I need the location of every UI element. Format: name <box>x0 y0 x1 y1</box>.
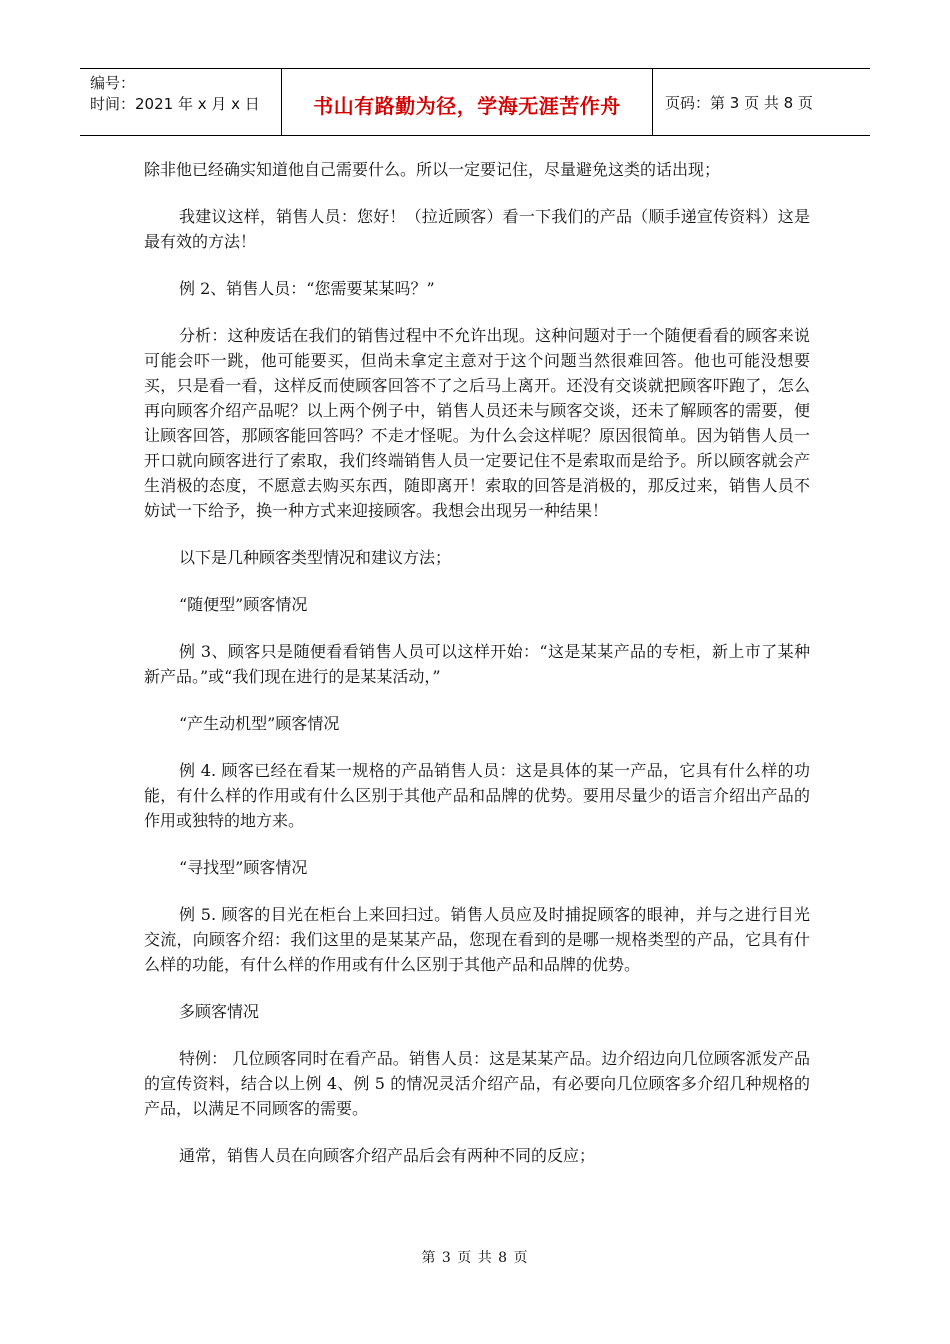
section-heading: “随便型”顾客情况 <box>179 595 308 614</box>
section-heading: “寻找型”顾客情况 <box>179 858 308 877</box>
paragraph: 我建议这样，销售人员：您好！（拉近顾客）看一下我们的产品（顺手递宣传资料）这是最有效的方法！ <box>144 207 810 251</box>
document-body <box>144 157 810 1190</box>
paragraph: 例 4. 顾客已经在看某一规格的产品销售人员：这是具体的某一产品，它具有什么样的功能，有什么样的作用或有什么区别于其他产品和品牌的优势。要用尽量少的语言介绍出产品的作用或独特的地方来。 <box>144 761 810 830</box>
page-header <box>80 68 870 136</box>
header-page-info: 页码：第 3 页 共 8 页 <box>665 93 813 112</box>
paragraph: 例 2、销售人员：“您需要某某吗？” <box>179 279 435 298</box>
paragraph: 分析：这种废话在我们的销售过程中不允许出现。这种问题对于一个随便看看的顾客来说可能会吓一跳，他可能要买，但尚未拿定主意对于这个问题当然很难回答。他也可能没想要买，只是看一看，这样反而使顾客回答不了之后马上离开。还没有交谈就把顾客吓跑了，怎么再向顾客介绍产品呢？以上两个例子中，销售人员还未与顾客交谈，还未了解顾客的需要，便让顾客回答，那顾客能回答吗？不走才怪呢。为什么会这样呢？原因很简单。因为销售人员一开口就向顾客进行了索取，我们终端销售人员一定要记住不是索取而是给予。所以顾客就会产生消极的态度，不愿意去购买东西，随即离开！索取的回答是消极的，那反过来，销售人员不妨试一下给予，换一种方式来迎接顾客。我想会出现另一种结果！ <box>144 326 810 520</box>
paragraph: 除非他已经确实知道他自己需要什么。所以一定要记住，尽量避免这类的话出现； <box>144 160 721 179</box>
paragraph: 例 5. 顾客的目光在柜台上来回扫过。销售人员应及时捕捉顾客的眼神，并与之进行目光交流，向顾客介绍：我们这里的是某某产品，您现在看到的是哪一规格类型的产品，它具有什么样的功能，有什么样的作用或有什么区别于其他产品和品牌的优势。 <box>144 905 810 974</box>
header-motto: 书山有路勤为径，学海无涯苦作舟 <box>282 69 653 135</box>
date-label: 时间：2021 年 x 月 x 日 <box>90 95 260 113</box>
header-meta <box>80 69 282 135</box>
page-footer: 第 3 页 共 8 页 <box>421 1250 529 1266</box>
paragraph: 例 3、顾客只是随便看看销售人员可以这样开始：“这是某某产品的专柜，新上市了某种新产品。”或“我们现在进行的是某某活动，” <box>144 642 810 686</box>
section-heading: “产生动机型”顾客情况 <box>179 714 340 733</box>
paragraph: 通常，销售人员在向顾客介绍产品后会有两种不同的反应； <box>179 1146 596 1165</box>
paragraph: 特例： 几位顾客同时在看产品。销售人员：这是某某产品。边介绍边向几位顾客派发产品的宣传资料，结合以上例 4、例 5 的情况灵活介绍产品，有必要向几位顾客多介绍几种规格的产品，以满足不同顾客的需要。 <box>144 1049 810 1118</box>
number-label: 编号： <box>90 74 136 92</box>
section-heading: 多顾客情况 <box>179 1002 260 1021</box>
paragraph: 以下是几种顾客类型情况和建议方法； <box>179 548 452 567</box>
